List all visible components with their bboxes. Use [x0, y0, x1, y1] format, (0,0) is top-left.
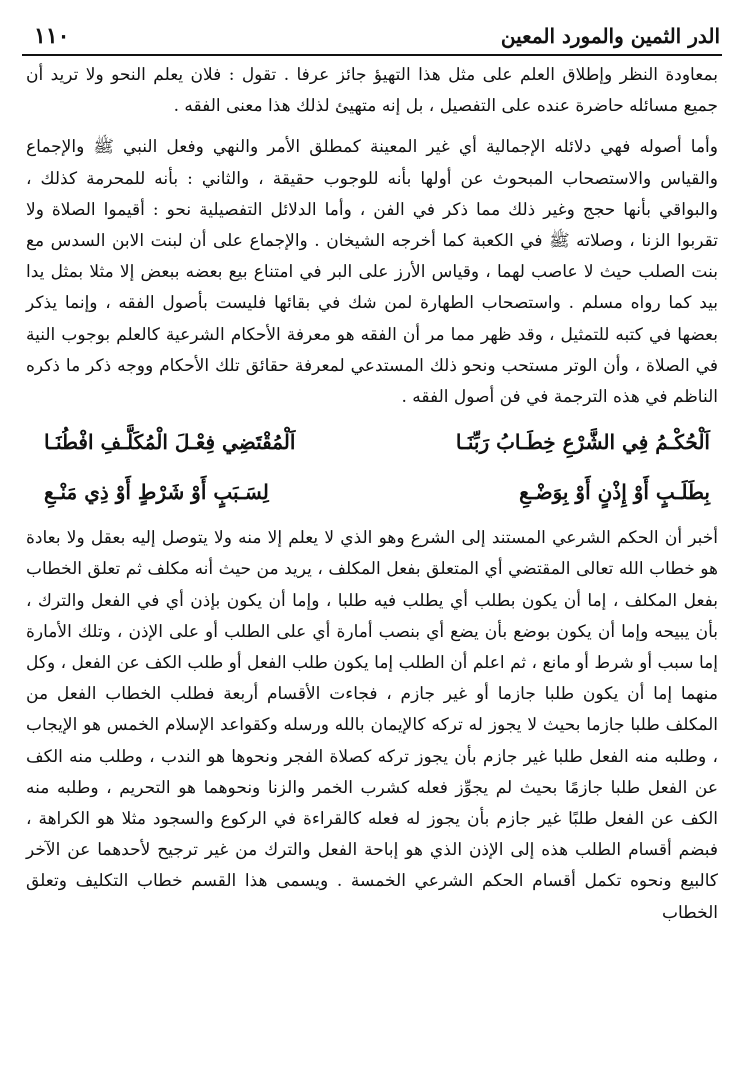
- paragraph-commentary: أخبر أن الحكم الشرعي المستند إلى الشرع وهو الذي لا يعلم إلا منه ولا يتوصل إليه بعقل ولا بعادة هو خطاب الله تعالى المقتضي أي المتعلق بفعل المكلف ، يريد من حيث أنه مكلف ثم تعلق الخطاب بفعل المكلف ، إما أن يكون بطلب أي يطلب فيه طلبا ، وإما أن يكون بإذن أي في الفعل والترك ، بأن يبيحه وإما أن يكون بوضع بأن يضع أي بنصب أمارة أي على الطلب أو على الإذن ، وتلك الأمارة إما سبب أو شرط أو مانع ، ثم اعلم أن الطلب إما يكون طلب الفعل أو طلب الكف عن الفعل ، وكل منهما إما أن يكون طلبا جازما أو غير جازم ، فجاءت الأقسام أربعة فطلب الخطاب الفعل من المكلف طلبا جازما بحيث لا يجوز له تركه كالإيمان بالله ورسله وكقواعد الإسلام الخمس هو الإيجاب ، وطلبه منه الفعل طلبا غير جازم بأن يجوز تركه كصلاة الفجر ونحوها هو الندب ، وطلب منه الكف عن الفعل طلبا جازمًا بحيث لم يجوِّز فعله كشرب الخمر والزنا ونحوهما هو التحريم ، وطلبه منه الكف عن الفعل طلبًا غير جازم بأن يجوز له فعله كالقراءة في الركوع والسجود مثلا هو الكراهة ، فبضم أقسام الطلب هذه إلى الإذن الذي هو إباحة الفعل والترك من غير ترجيح لأحدهما عن الآخر كالبيع ونحوه تكمل أقسام الحكم الشرعي الخمسة . ويسمى هذا القسم خطاب التكليف وتعلق الخطاب: [26, 528, 718, 923]
- book-page: [22, 18, 722, 1058]
- verse-1-first-hemistich: اَلْحُكْـمُ فِي الشَّرْعِ خِطَـابُ رَبِّنَـا: [455, 430, 710, 455]
- verse-2: [26, 469, 718, 517]
- paragraph-definition-fiqh: بمعاودة النظر وإطلاق العلم على مثل هذا التهيؤ جائز عرفا . تقول : فلان يعلم النحو ولا تريد أن جميع مسائله حاضرة عنده على التفصيل ، بل إنه متهيئ لذلك هذا معنى الفقه .: [26, 65, 718, 117]
- paragraph-usul: وأما أصوله فهي دلائله الإجمالية أي غير المعينة كمطلق الأمر والنهي وفعل النبي ﷺ والإجماع والقياس والاستصحاب المبحوث عن أولها بأنه للوجوب حقيقة ، والثاني : بأنه للمحرمة كذلك ، والبواقي بأنها حجج وغير ذلك مما ذكر في الفن ، وأما الدلائل التفصيلية نحو : أقيموا الصلاة ولا تقربوا الزنا ، وصلاته ﷺ في الكعبة كما أخرجه الشيخان . والإجماع على أن لبنت الابن السدس مع بنت الصلب حيث لا عاصب لهما ، وقياس الأرز على البر في امتناع بيع بعضه ببعض إلا مثلا بمثل يدا بيد كما رواه مسلم . واستصحاب الطهارة لمن شك في بقائها فليست بأصول الفقه ، وإنما يذكر بعضها في كتبه للتمثيل ، وقد ظهر مما مر أن الفقه هو معرفة الأحكام الشرعية كالعلم بوجوب النية في الصلاة ، وأن الوتر مستحب ونحو ذلك المستدعي لمعرفة حقائق تلك الأحكام ووجه ذكر ما ذكره الناظم في هذه الترجمة في فن أصول الفقه .: [26, 137, 718, 408]
- verse-1: [26, 419, 718, 467]
- page-body: [22, 56, 722, 929]
- verse-2-second-hemistich: لِسَـبَبٍ أَوْ شَرْطٍ أَوْ ذِي مَنْـعِ: [44, 480, 269, 505]
- verse-2-first-hemistich: بِطَلَـبٍ أَوْ إِذْنٍ أَوْ بِوَضْـعِ: [519, 480, 710, 505]
- verse-1-second-hemistich: اَلْمُقْتَضِي فِعْـلَ الْمُكَلَّـفِ افْطُنَـا: [44, 430, 296, 455]
- page-number: ١١٠: [34, 23, 70, 49]
- poem-verses: [26, 419, 718, 517]
- page-header: [22, 18, 722, 56]
- book-title: الدر الثمين والمورد المعين: [500, 24, 720, 48]
